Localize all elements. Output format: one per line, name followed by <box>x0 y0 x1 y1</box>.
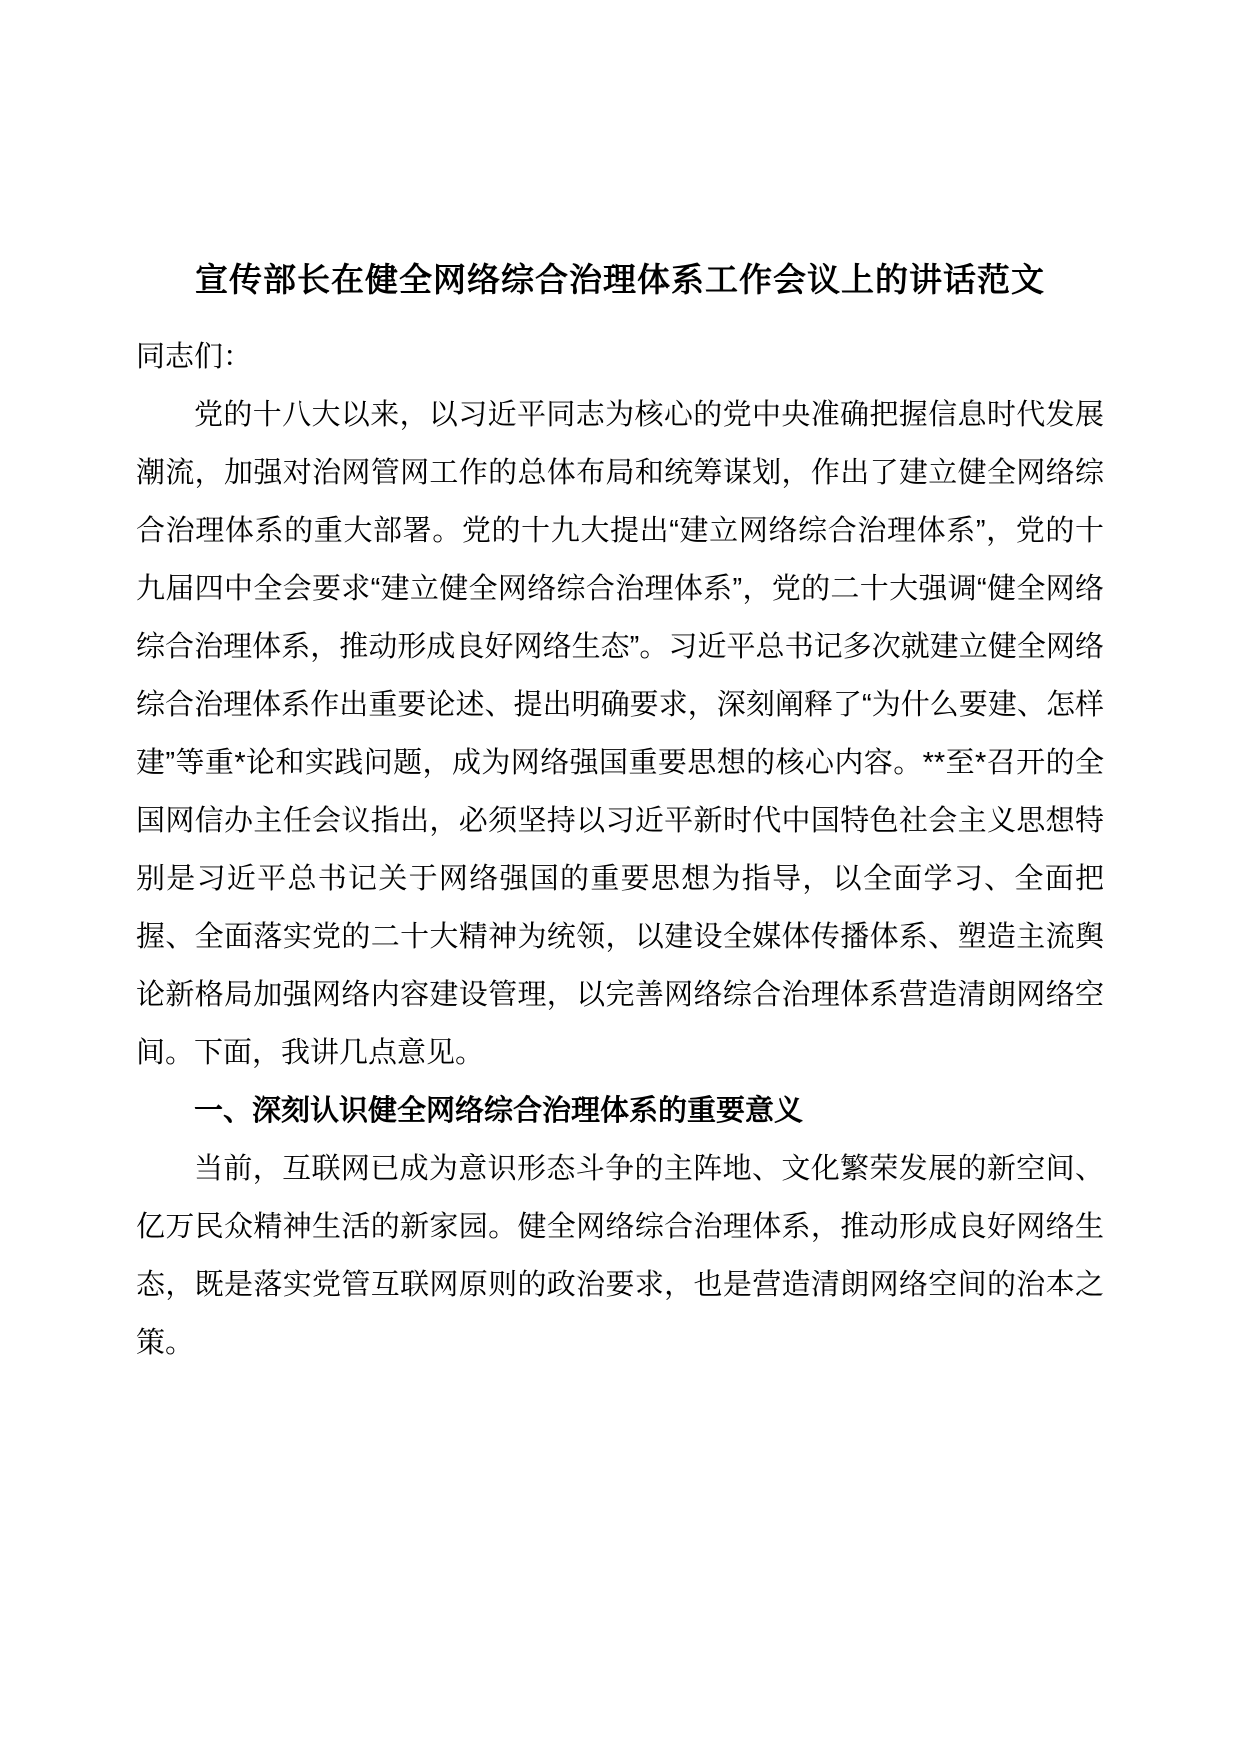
salutation-line: 同志们： <box>136 341 253 373</box>
section-1-paragraph: 当前，互联网已成为意识形态斗争的主阵地、文化繁荣发展的新空间、亿万民众精神生活的新家园。健全网络综合治理体系，推动形成良好网络生态，既是落实党管互联网原则的政治要求，也是营造清朗网络空间的治本之策。 <box>136 1153 1104 1359</box>
document-title: 宣传部长在健全网络综合治理体系工作会议上的讲话范文 <box>195 261 1045 298</box>
section-1-heading: 一、深刻认识健全网络综合治理体系的重要意义 <box>194 1095 804 1127</box>
intro-paragraph: 党的十八大以来，以习近平同志为核心的党中央准确把握信息时代发展潮流，加强对治网管网工作的总体布局和统筹谋划，作出了建立健全网络综合治理体系的重大部署。党的十九大提出“建立网络综合治理体系”，党的十九届四中全会要求“建立健全网络综合治理体系”，党的二十大强调“健全网络综合治理体系，推动形成良好网络生态”。习近平总书记多次就建立健全网络综合治理体系作出重要论述、提出明确要求，深刻阐释了“为什么要建、怎样建”等重*论和实践问题，成为网络强国重要思想的核心内容。**至*召开的全国网信办主任会议指出，必须坚持以习近平新时代中国特色社会主义思想特别是习近平总书记关于网络强国的重要思想为指导，以全面学习、全面把握、全面落实党的二十大精神为统领，以建设全媒体传播体系、塑造主流舆论新格局加强网络内容建设管理，以完善网络综合治理体系营造清朗网络空间。下面，我讲几点意见。 <box>136 399 1104 1069</box>
document-body <box>136 328 1104 1372</box>
